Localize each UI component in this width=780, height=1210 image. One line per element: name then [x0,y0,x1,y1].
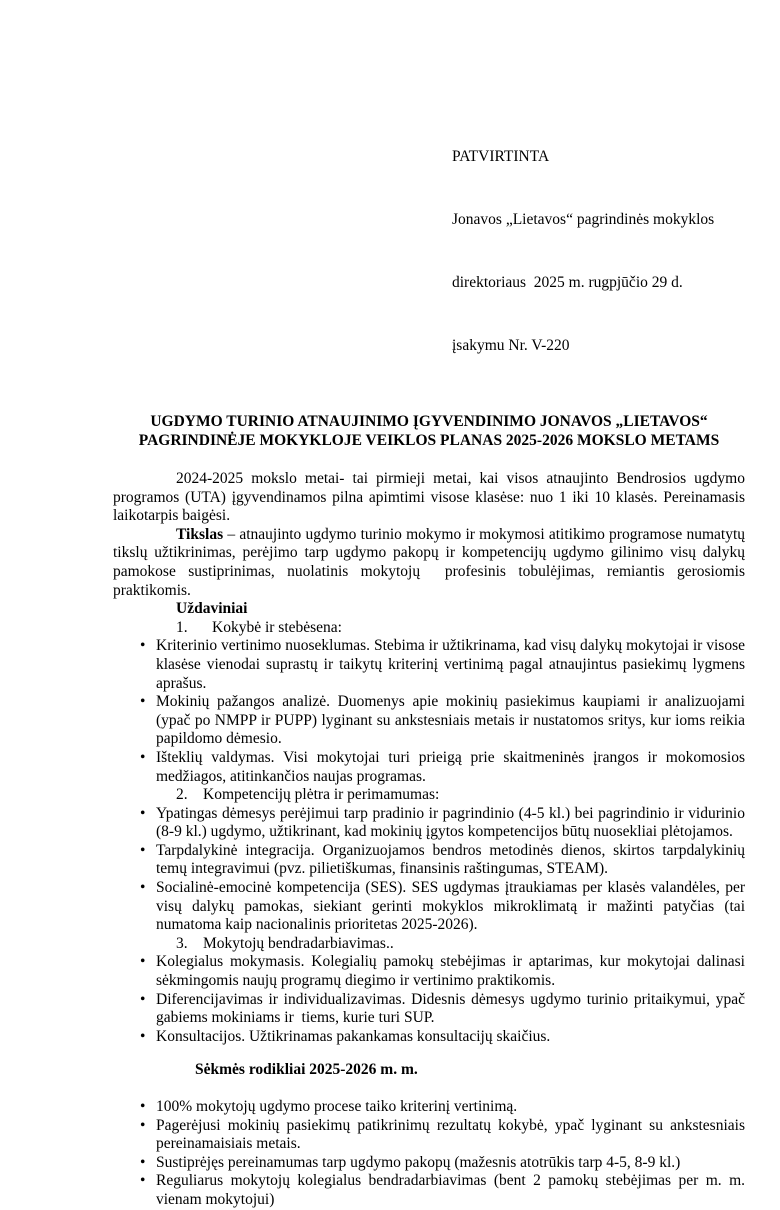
section-title: Kompetencijų plėtra ir perimamumas: [203,786,440,804]
approval-institution: Jonavos „Lietavos“ pagrindinės mokyklos [452,211,715,228]
list-item [113,953,749,990]
section-heading-quality [113,619,745,638]
list-item-text: Kolegialus mokymasis. Kolegialių pamokų stebėjimas ir aptarimas, kur mokytojai dalinasi sėkmingomis naujų programų diegimo ir vertinimo praktikomis. [156,953,749,990]
list-item-text: Kriterinio vertinimo nuoseklumas. Stebima ir užtikrinama, kad visų dalykų mokytojai ir visose klasėse vienodai suprastų ir taikytų kriterinį vertinimą pagal atnaujintus pasiekimų lygmens aprašus. [156,637,749,692]
approval-order-number: įsakymu Nr. V-220 [452,337,570,354]
list-item [113,637,749,693]
intro-paragraph: 2024-2025 mokslo metai- tai pirmieji metai, kai visos atnaujinto Bendrosios ugdymo programos (UTA) įgyvendinamos pilna apimtimi visose klasėse: nuo 1 iki 10 klasės. Pereinamasis laikotarpis baigėsi. [113,470,749,525]
bullet-icon: • [140,953,146,971]
bullet-icon: • [140,990,146,1008]
bullet-icon: • [140,1027,146,1045]
bullet-icon: • [140,637,146,655]
section-number: 3. [176,934,188,952]
bullet-icon: • [140,1172,146,1190]
goal-text: – atnaujinto ugdymo turinio mokymo ir mokymosi atitikimo programose numatytų tikslų užtikrinimas, perėjimo tarp ugdymo pakopų ir kompetencijų ugdymo gilinimo visų dalykų pamokose sustiprinimas, nuolatinis mokytojų profesinis tobulėjimas, remiantis gerosiomis praktikomis. [113,525,749,599]
bullet-icon: • [140,804,146,822]
list-item [113,1116,749,1154]
list-item-text: 100% mokytojų ugdymo procese taiko kriterinį vertinimą. [156,1098,518,1115]
list-item-text: Pagerėjusi mokinių pasiekimų patikrinimų rezultatų kokybė, ypač lyginant su ankstesniais pereinamaisiais metais. [156,1116,749,1153]
document-title: UGDYMO TURINIO ATNAUJINIMO ĮGYVENDINIMO JONAVOS „LIETAVOS“ PAGRINDINĖJE MOKYKLOJE VEIKLOS PLANAS 2025-2026 MOKSLO METAMS [138,413,720,449]
list-item [113,1028,745,1047]
bullet-icon: • [140,1116,146,1134]
competences-bullet-list [113,804,749,935]
goal-label: Tikslas [176,525,224,543]
bullet-icon: • [140,841,146,859]
list-item-text: Reguliarus mokytojų kolegialus bendradarbiavimas (bent 2 pamokų stebėjimas per m. m. vienam mokytojui) [156,1172,749,1208]
success-bullet-list [113,1098,749,1210]
list-item [113,841,749,879]
bullet-icon: • [140,879,146,897]
list-item-text: Tarpdalykinė integracija. Organizuojamos bendros metodinės dienos, skirtos tarpdalykinių temų integravimui (pvz. pilietiškumas, finansinis raštingumas, STEAM). [156,841,749,878]
list-item-text: Išteklių valdymas. Visi mokytojai turi prieigą prie skaitmeninės įrangos ir mokomosios medžiagos, atitinkančios naujas programas. [156,748,749,785]
section-number: 1. [176,618,188,636]
list-item [113,748,749,786]
bullet-icon: • [140,693,146,711]
list-item [113,804,749,842]
list-item-text: Konsultacijos. Užtikrinamas pakankamas konsultacijų skaičius. [156,1027,551,1045]
bullet-icon: • [140,1153,146,1171]
quality-bullet-list [113,637,749,786]
approval-date: direktoriaus 2025 m. rugpjūčio 29 d. [452,274,683,291]
list-item-text: Diferencijavimas ir individualizavimas. Didesnis dėmesys ugdymo turinio pritaikymui, ypač gabiems mokiniams ir tiems, kurie turi SUP. [156,990,749,1027]
goal-paragraph [113,525,749,600]
section-title: Mokytojų bendradarbiavimas.. [203,934,394,952]
success-indicators-heading: Sėkmės rodikliai 2025-2026 m. m. [195,1061,418,1079]
objectives-heading: Uždaviniai [176,600,248,618]
list-item [113,1154,745,1173]
collaboration-bullet-list [113,953,749,1046]
list-item [113,1098,745,1117]
list-item-text: Socialinė-emocinė kompetencija (SES). SES ugdymas įtraukiamas per klasės valandėles, per visų dalykų pamokas, siekiant gerinti mokyklos mikroklimatą ir mažinti patyčias (tai numatoma kaip nacionalinis prioritetas 2025-2026). [156,879,749,934]
list-item-text: Ypatingas dėmesys perėjimui tarp pradinio ir pagrindinio (4-5 kl.) bei pagrindinio ir vidurinio (8-9 kl.) ugdymo, užtikrinant, kad mokinių įgytos kompetencijos būtų nuosekliai plėtojamos. [156,804,749,841]
bullet-icon: • [140,1098,146,1115]
section-number: 2. [176,786,188,804]
section-heading-collaboration [113,935,745,954]
approval-block [452,104,745,398]
list-item-text: Mokinių pažangos analizė. Duomenys apie mokinių pasiekimus kaupiami ir analizuojami (ypač po NMPP ir PUPP) lyginant su ankstesniais metais ir nustatomos sritys, kur ioms reikia papildomo dėmesio. [156,693,749,748]
bullet-icon: • [140,748,146,766]
section-heading-competences [113,786,745,805]
list-item [113,879,749,935]
list-item [113,693,749,749]
approval-status: PATVIRTINTA [452,148,550,165]
list-item [113,1172,749,1209]
list-item-text: Sustiprėjęs pereinamumas tarp ugdymo pakopų (mažesnis atotrūkis tarp 4-5, 8-9 kl.) [156,1153,681,1171]
list-item [113,990,749,1028]
section-title: Kokybė ir stebėsena: [212,618,342,636]
